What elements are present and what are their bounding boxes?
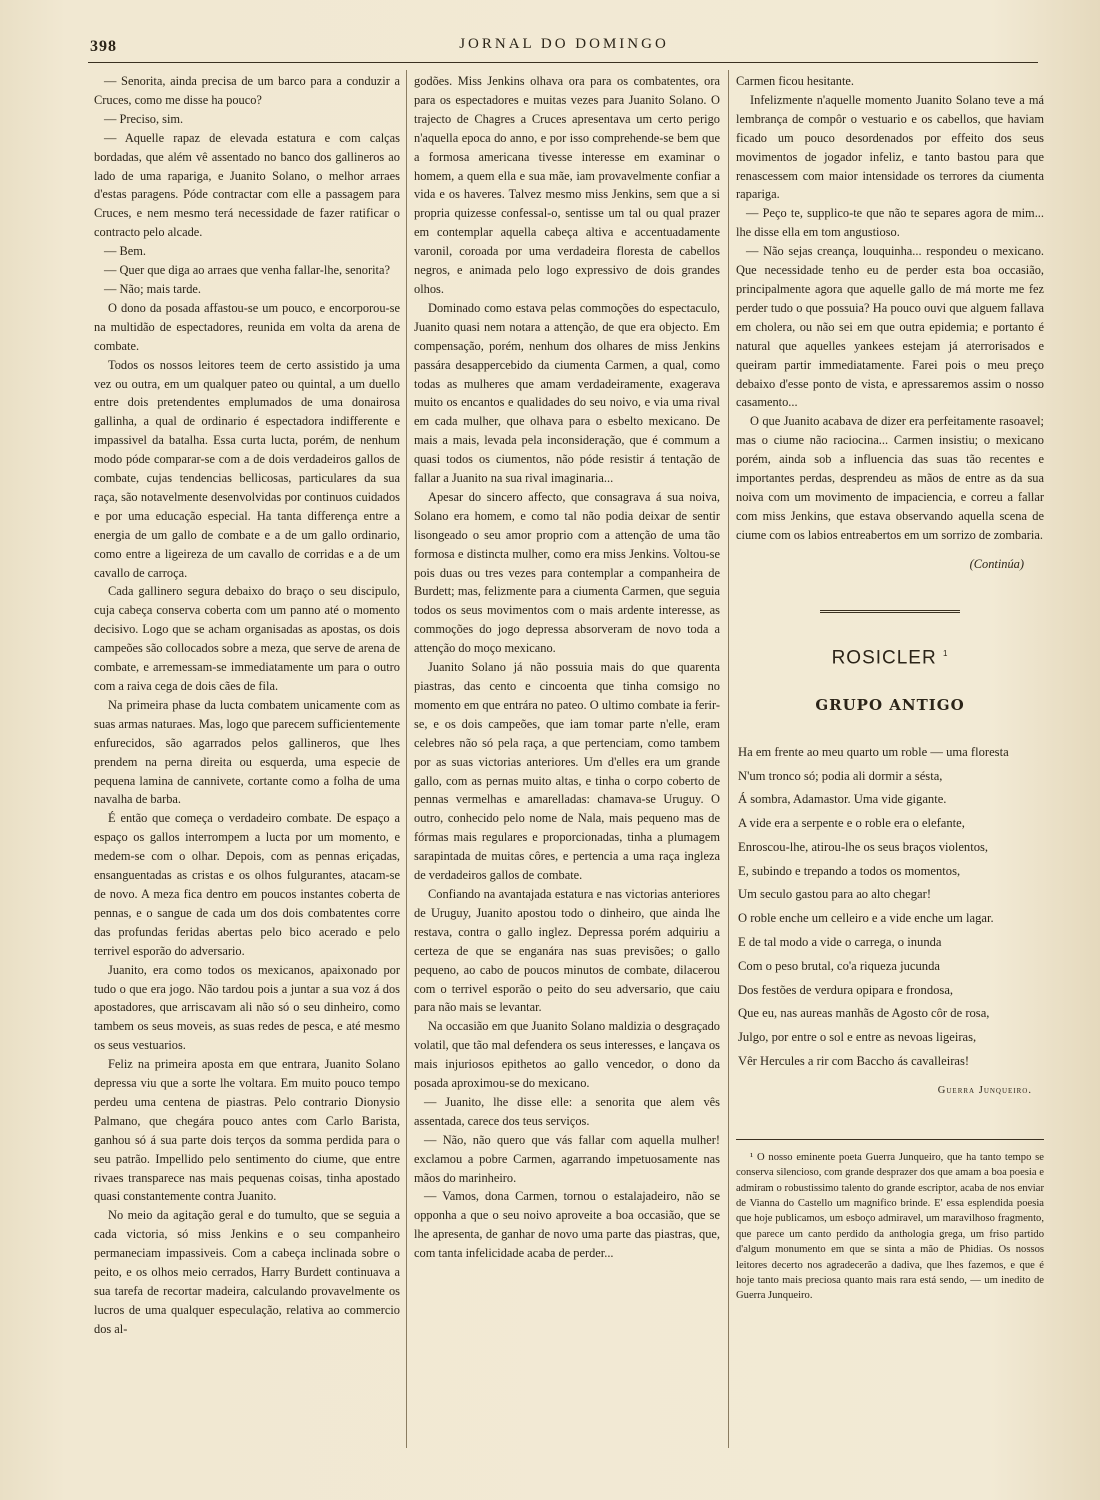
- page-header: [88, 34, 1040, 60]
- poem-line: E de tal modo a vide o carrega, o inunda: [738, 935, 942, 950]
- poem-line: Que eu, nas aureas manhãs de Agosto côr de rosa,: [738, 1006, 990, 1021]
- poem-title-text: ROSICLER: [831, 646, 937, 668]
- poem-line: Julgo, por entre o sol e entre as nevoas ligeiras,: [738, 1030, 977, 1045]
- poem-line: Enroscou-lhe, atirou-lhe os seus braços violentos,: [738, 839, 989, 854]
- paragraph: godões. Miss Jenkins olhava ora para os combatentes, ora para os espectadores e muitas vezes para Juanito Solano. O trajecto de Chagres a Cruces apresentava um certo perigo n'aquella epoca do anno, e por isso comprehende-se bem que a formosa americana tivesse interesse em examinar o homem, a quem ella e sua mãe, iam provavelmente confiar a vida e os haveres. Talvez mesmo miss Jenkins, sem que a si propria quizesse confessal-o, sentisse um tal ou qual prazer em contemplar aquella cabeça altiva e accentuadamente varonil, coroada por uma verdadeira floresta de cabellos negros, e animada pelo logo expressivo de dois grandes olhos.: [414, 74, 720, 296]
- footnote: ¹ O nosso eminente poeta Guerra Junqueiro, que ha tanto tempo se conserva silencioso, com grande desprazer dos que amam a boa poesia e admiram o robustissimo talento do grande escriptor, acaba de nos enviar de Vianna do Castello um magnifico brinde. E' essa esplendida poesia que hoje publicamos, um esboço admiravel, um maravilhoso fragmento, que parece um canto perdido da anthologia grega, um friso partido d'algum monumento em que se sinta a mão de Phidias. Os nossos leitores decerto nos agradecerão a dadiva, que lhes fazemos, e que é hoje tanto mais preciosa quanto mais rara está sendo, — um inedito de Guerra Junqueiro.: [736, 1151, 1044, 1302]
- section-separator: [820, 610, 960, 615]
- paragraph: Cada gallinero segura debaixo do braço o seu discipulo, cuja cabeça conserva coberta com um panno até o momento decisivo. Logo que se acham organisadas as apostas, os dois campeões são collocados sobre a meza, que serve de arena de combate, e arremessam-se immediatamente um para o outro com a raiva cega de dois cães de fila.: [94, 584, 400, 693]
- paragraph: Todos os nossos leitores teem de certo assistido ja uma vez ou outra, em um qualquer pateo ou quintal, a um duello entre dois pretendentes emplumados de uma donairosa gallinha, a qual de ordinario é espectadora indifferente e impassivel da batalha. Essa curta lucta, porém, de nenhum modo póde comparar-se com a de dois verdadeiros gallos de combate, cujas tendencias bellicosas, particulares da sua raça, são notavelmente desenvolvidas por continuos cuidados e por uma educação especial. Ha tanta differença entre a energia de um gallo de combate e a de um gallo ordinario, como entre a ligeireza de um cavallo de corridas e a de um cavallo de carroça.: [94, 357, 400, 580]
- paragraph: Feliz na primeira aposta em que entrara, Juanito Solano depressa viu que a sorte lhe voltara. Em muito pouco tempo perdeu uma centena de piastras. Pelo contrario Dionysio Palmano, que chegára pouco antes com Carlo Barista, ganhou só á sua parte dois terços da somma perdida para o seu patrão. Impellido pelo sentimento do ciume, que entre rivaes transparece nas mais pequenas coisas, tinha apostado quasi constantemente contra Juanito.: [94, 1057, 400, 1204]
- paragraph: Na occasião em que Juanito Solano maldizia o desgraçado volatil, que tão mal defendera os seus interesses, e lançava os mais injuriosos epithetos ao gallo vencedor, o dono da posada aproximou-se do mexicano.: [414, 1019, 720, 1091]
- paragraph: — Preciso, sim.: [104, 111, 184, 126]
- paragraph: Dominado como estava pelas commoções do espectaculo, Juanito quasi nem notara a attenção, de que era objecto. Em compensação, porém, nenhum dos olhares de miss Jenkins passára desappercebido da ciumenta Carmen, a qual, como todas as mulheres que amam verdadeiramente, exagerava muito os encantos e qualidades do seu noivo, e via uma rival em cada mulher, que olhava para o esbelto mexicano. De mais a mais, levada pela inconsideração, que é commum a quasi todos os ciumentos, não póde resistir á tentação de fallar a Juanito na sua rival imaginaria...: [414, 300, 720, 486]
- paragraph: — Quer que diga ao arraes que venha fallar-lhe, senorita?: [104, 263, 390, 278]
- paragraph: Na primeira phase da lucta combatem unicamente com as suas armas naturaes. Mas, logo que parecem sufficientemente enfurecidos, são agarrados pelos gallineros, que lhes prendem na perna direita ou esquerda, uma especie de pequena lamina de cannivete, cortante como a folha de uma navalha de barba.: [94, 697, 400, 807]
- masthead: JORNAL DO DOMINGO: [459, 36, 669, 52]
- paragraph: Juanito, era como todos os mexicanos, apaixonado por tudo o que era jogo. Não tardou pois a juntar a sua voz á dos apostadores, que arriscavam ali não só o seu dinheiro, como tambem os seus moveis, as suas redes de pesca, e até mesmo os seus vestuarios.: [94, 962, 400, 1053]
- column-divider-2: [728, 70, 729, 1448]
- poem-line: Um seculo gastou para ao alto chegar!: [738, 887, 932, 902]
- paragraph: Juanito Solano já não possuia mais do que quarenta piastras, das cento e cincoenta que tinha comsigo no momento em que entrára no pateo. O ultimo combate ia ferir-se, e os dois campeões, que iam tomar parte n'elle, eram celebres não só pela raça, a que pertenciam, como tambem por as suas victorias anteriores. Um d'elles era um grande gallo, com as pernas muito altas, e tinha o corpo coberto de pennas vermelhas e amarelladas: chamava-se Uruguy. O outro, conhecido pelo nome de Nala, mais pequeno mas de fórmas mais regulares e proporcionadas, tinha a plumagem sarapintada de muitas côres, e pertencia a uma raça ingleza de verdadeiros gallos de combate.: [414, 660, 720, 883]
- paragraph: Carmen ficou hesitante.: [736, 74, 855, 88]
- paragraph: Infelizmente n'aquelle momento Juanito Solano teve a má lembrança de compôr o vestuario e os cabellos, que haviam ficado um pouco desordenados por effeito dos seus movimentos de jogador infeliz, e tanto bastou para que renascessem com maior intensidade os terrores da ciumenta rapariga.: [736, 92, 1044, 202]
- paragraph: — Não, não quero que vás fallar com aquella mulher! exclamou a pobre Carmen, agarrando impetuosamente nas mãos do marinheiro.: [414, 1132, 720, 1185]
- article-column-1: [94, 72, 400, 1339]
- paragraph: — Aquelle rapaz de elevada estatura e com calças bordadas, que além vê assentado no banco dos gallineros ao lado de uma rapariga, e Juanito Solano, o melhor arraes d'estas paragens. Póde contractar com elle a passagem para Cruces, e nem mesmo terá necessidade de fazer ratificar o contracto pelo alcade.: [94, 130, 400, 240]
- poem-line: N'um tronco só; podia ali dormir a sésta,: [738, 768, 943, 783]
- footnote-rule: [736, 1139, 1044, 1140]
- paragraph: — Peço te, supplico-te que não te separes agora de mim... lhe disse ella em tom angustioso.: [736, 206, 1044, 240]
- poem-line: E, subindo e trepando a todos os momentos,: [738, 863, 961, 878]
- paragraph: — Juanito, lhe disse elle: a senorita que alem vês assentada, carece dos teus serviços.: [414, 1094, 720, 1128]
- paragraph: O dono da posada affastou-se um pouco, e encorporou-se na multidão de espectadores, reunida em volta da arena de combate.: [94, 300, 400, 353]
- footnote-mark: 1: [942, 648, 949, 658]
- article-column-2: [414, 72, 720, 1263]
- poem-verses: [736, 741, 1044, 1074]
- paragraph: — Bem.: [104, 244, 146, 259]
- paragraph: — Vamos, dona Carmen, tornou o estalajadeiro, não se opponha a que o seu noivo aproveite a boa occasião, que se lhe apresenta, de ganhar de novo uma parte das piastras, que, com tanta infelicidade acaba de perder...: [414, 1189, 720, 1261]
- poem-subtitle: GRUPO ANTIGO: [815, 695, 965, 714]
- poem-line: A vide era a serpente e o roble era o elefante,: [738, 816, 965, 831]
- paragraph: O que Juanito acabava de dizer era perfeitamente rasoavel; mas o ciume não raciocina... Carmen insistiu; o mexicano porém, ainda sob a influencia das suas tão recentes e importantes perdas, desprendeu as mãos de entre as da sua noiva com um movimento de impaciencia, e correu a fallar com miss Jenkins, que estava observando aquella scena de ciume com os labios entreabertos em um sorrizo de zombaria.: [736, 414, 1044, 542]
- poem-line: Á sombra, Adamastor. Uma vide gigante.: [738, 792, 947, 807]
- poem-line: Vêr Hercules a rir com Baccho ás cavalleiras!: [738, 1054, 970, 1069]
- poem-line: Ha em frente ao meu quarto um roble — uma floresta: [738, 744, 1009, 759]
- column-divider-1: [406, 70, 407, 1448]
- article-column-3-text: [736, 72, 1044, 545]
- paragraph: Apesar do sincero affecto, que consagrava á sua noiva, Solano era homem, e como tal não podia deixar de sentir lisongeado o seu amor proprio com a attenção de uma tão formosa e distincta mulher, como era miss Jenkins. Voltou-se pois duas ou tres vezes para contemplar a companheira de Burdett; mas, felizmente para a ciumenta Carmen, que seguia todos os seus movimentos com o mais ardente interesse, as commoções do jogo depressa absorveram de novo toda a attenção do moço mexicano.: [414, 489, 720, 656]
- paragraph: — Não; mais tarde.: [104, 281, 202, 296]
- poem-line: Dos festões de verdura opipara e frondosa,: [738, 982, 954, 997]
- continua-note: (Continúa): [969, 556, 1024, 571]
- article-column-3: [736, 72, 1044, 1304]
- header-rule: [88, 62, 1038, 63]
- page-number: 398: [90, 38, 117, 55]
- paragraph: É então que começa o verdadeiro combate. De espaço a espaço os gallos interrompem a lucta por um momento, e medem-se com o olhar. Depois, com as pennas eriçadas, ensanguentadas as cristas e os olhos fulgurantes, atacam-se de novo. A meza fica dentro em poucos instantes coberta de pennas, e o sangue de cada um dos dois combatentes corre das profundas feridas abertas pelo bico acerado e pelo terrivel esporão do adversario.: [94, 811, 400, 958]
- poem-line: O roble enche um celleiro e a vide enche um lagar.: [738, 911, 994, 926]
- poem-line: Com o peso brutal, co'a riqueza jucunda: [738, 958, 940, 973]
- poem-title: [736, 645, 1044, 668]
- paragraph: — Senorita, ainda precisa de um barco para a conduzir a Cruces, como me disse ha pouco?: [94, 74, 400, 107]
- paragraph: Confiando na avantajada estatura e nas victorias anteriores de Uruguy, Juanito apostou todo o dinheiro, que ainda lhe restava, contra o gallo inglez. Depressa porém adquiriu a certeza de que se enganára nas suas previsões; o gallo pequeno, ao cabo de poucos minutos de combate, dilacerou com o terrivel esporão o peito do seu adversario, que caiu para não mais se levantar.: [414, 886, 720, 1015]
- paragraph: No meio da agitação geral e do tumulto, que se seguia a cada victoria, só miss Jenkins e o seu companheiro permaneciam impassiveis. Com a cabeça inclinada sobre o peito, e os olhos meio cerrados, Harry Burdett continuava a sua tarefa de recortar madeira, calculando provavelmente os lucros de uma qualquer especulação, relativa ao commercio dos al-: [94, 1208, 400, 1336]
- poem-author: Guerra Junqueiro.: [937, 1084, 1032, 1096]
- paragraph: — Não sejas creança, louquinha... respondeu o mexicano. Que necessidade tenho eu de perder esta boa occasião, principalmente agora que aquelle gallo de má morte me fez perder tudo o que possuia? Ha pouco ouvi que alguem fallava em cholera, ou não sei em que outra epidemia; e portanto é natural que aquelles yankees estejam já aterrorisados e queiram partir immediatamente. Farei pois o meu preço debaixo d'esse ponto de vista, e apressaremos assim o nosso casamento...: [736, 244, 1044, 410]
